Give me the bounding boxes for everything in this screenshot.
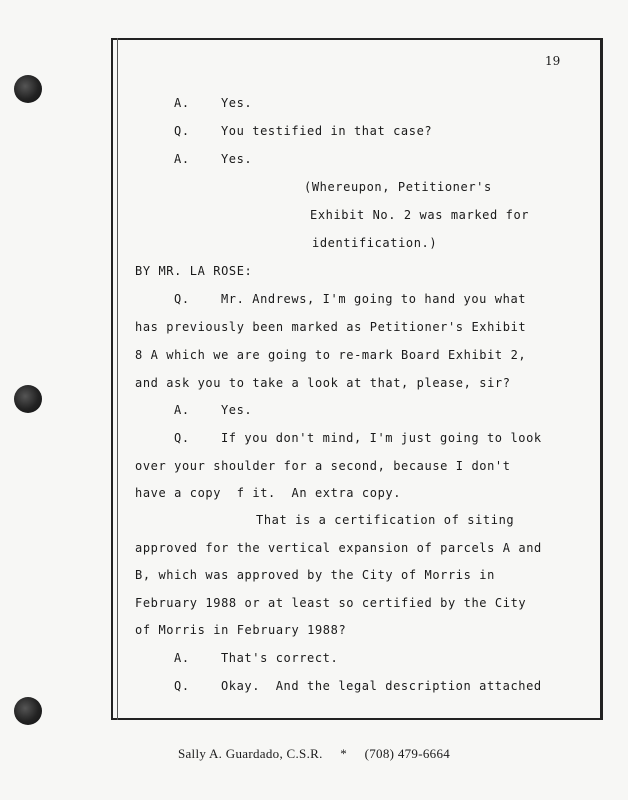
footer-separator: * — [340, 746, 348, 761]
transcript-line: A. That's correct. — [174, 651, 339, 665]
binder-hole-bottom — [14, 697, 42, 725]
transcript-line: Q. If you don't mind, I'm just going to look — [174, 431, 542, 445]
transcript-line: approved for the vertical expansion of parcels A and — [135, 541, 542, 555]
transcript-line: A. Yes. — [174, 152, 253, 166]
transcript-line: over your shoulder for a second, because I don't — [135, 459, 511, 473]
binder-hole-top — [14, 75, 42, 103]
reporter-phone: (708) 479-6664 — [364, 746, 451, 761]
binder-hole-middle — [14, 385, 42, 413]
transcript-line: Exhibit No. 2 was marked for — [310, 208, 530, 222]
transcript-line: and ask you to take a look at that, please, sir? — [135, 376, 511, 390]
reporter-name: Sally A. Guardado, C.S.R. — [177, 746, 323, 761]
transcript-line: Q. Okay. And the legal description attached — [174, 679, 542, 693]
page-margin-rule — [117, 38, 118, 720]
transcript-line: BY MR. LA ROSE: — [135, 264, 253, 278]
transcript-line: February 1988 or at least so certified by the City — [135, 596, 527, 610]
transcript-line: Q. You testified in that case? — [174, 124, 433, 138]
reporter-footer — [0, 746, 628, 762]
transcript-line: identification.) — [312, 236, 438, 250]
transcript-line: Q. Mr. Andrews, I'm going to hand you what — [174, 292, 527, 306]
transcript-line: of Morris in February 1988? — [135, 623, 347, 637]
transcript-line: has previously been marked as Petitioner's Exhibit — [135, 320, 527, 334]
transcript-line: B, which was approved by the City of Morris in — [135, 568, 495, 582]
page-number: 19 — [545, 54, 561, 68]
transcript-line: A. Yes. — [174, 96, 253, 110]
transcript-line: That is a certification of siting — [256, 513, 515, 527]
transcript-line: 8 A which we are going to re-mark Board Exhibit 2, — [135, 348, 527, 362]
transcript-line: A. Yes. — [174, 403, 253, 417]
transcript-line: (Whereupon, Petitioner's — [304, 180, 492, 194]
transcript-line: have a copy f it. An extra copy. — [135, 486, 402, 500]
